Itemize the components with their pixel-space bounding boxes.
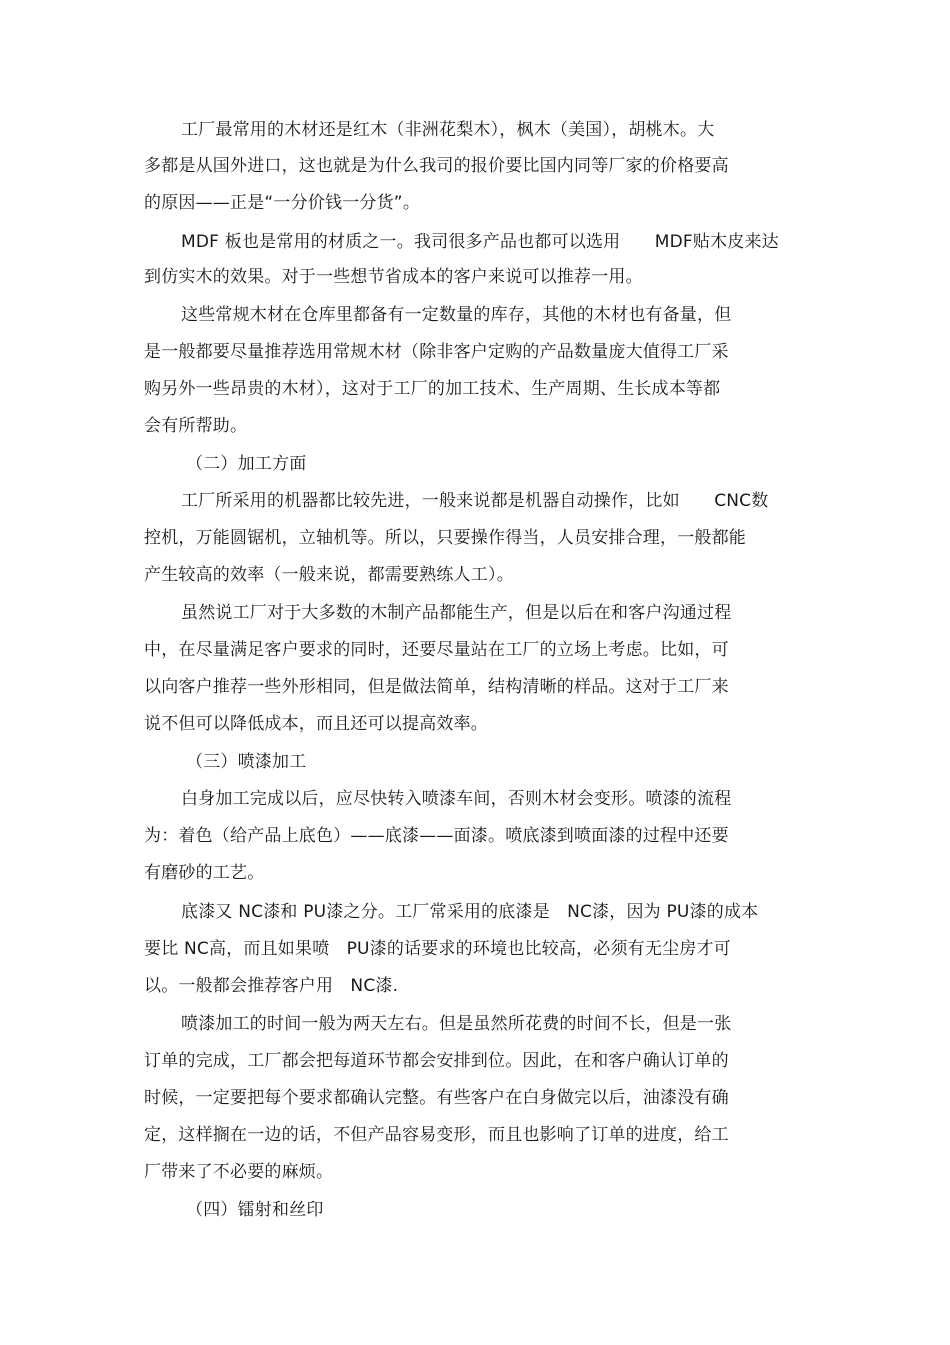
text-line-27: 时候，一定要把每个要求都确认完整。有些客户在白身做完以后，油漆没有确 [144, 1088, 729, 1108]
section-heading-2: （二）加工方面 [186, 454, 307, 474]
text-line-2: 多都是从国外进口，这也就是为什么我司的报价要比国内同等厂家的价格要高 [144, 156, 729, 176]
text-line-13: 产生较高的效率（一般来说，都需要熟练人工）。 [144, 565, 514, 585]
text-line-16: 以向客户推荐一些外形相同，但是做法简单，结构清晰的样品。这对于工厂来 [144, 677, 729, 697]
text-line-29: 厂带来了不必要的麻烦。 [144, 1162, 334, 1182]
text-line-1: 工厂最常用的木材还是红木（非洲花梨木），枫木（美国），胡桃木。大 [181, 120, 715, 140]
text-line-19: 白身加工完成以后，应尽快转入喷漆车间，否则木材会变形。喷漆的流程 [181, 789, 732, 809]
text-line-15: 中，在尽量满足客户要求的同时，还要尽量站在工厂的立场上考虑。比如，可 [144, 640, 729, 660]
text-line-23: 要比 NC高，而且如果喷 PU漆的话要求的环境也比较高，必须有无尘房才可 [144, 939, 731, 959]
text-line-14: 虽然说工厂对于大多数的木制产品都能生产，但是以后在和客户沟通过程 [181, 603, 732, 623]
text-line-22: 底漆又 NC漆和 PU漆之分。工厂常采用的底漆是 NC漆，因为 PU漆的成本 [181, 902, 759, 922]
text-line-8: 购另外一些昂贵的木材），这对于工厂的加工技术、生产周期、生长成本等都 [144, 379, 721, 399]
text-line-9: 会有所帮助。 [144, 416, 248, 436]
text-line-28: 定，这样搁在一边的话，不但产品容易变形，而且也影响了订单的进度，给工 [144, 1125, 729, 1145]
text-line-25: 喷漆加工的时间一般为两天左右。但是虽然所花费的时间不长，但是一张 [181, 1014, 732, 1034]
text-line-6: 这些常规木材在仓库里都备有一定数量的库存，其他的木材也有备量，但 [181, 305, 732, 325]
text-line-26: 订单的完成，工厂都会把每道环节都会安排到位。因此，在和客户确认订单的 [144, 1051, 729, 1071]
text-line-3: 的原因——正是“一分价钱一分货”。 [144, 193, 421, 213]
text-line-12: 控机，万能圆锯机，立轴机等。所以，只要操作得当，人员安排合理，一般都能 [144, 528, 746, 548]
text-line-24: 以。一般都会推荐客户用 NC漆. [144, 976, 399, 996]
text-line-4: MDF 板也是常用的材质之一。我司很多产品也都可以选用 MDF贴木皮来达 [181, 232, 779, 252]
text-line-20: 为：着色（给产品上底色）——底漆——面漆。喷底漆到喷面漆的过程中还要 [144, 826, 729, 846]
text-line-21: 有磨砂的工艺。 [144, 863, 265, 883]
text-line-17: 说不但可以降低成本，而且还可以提高效率。 [144, 714, 488, 734]
text-line-11: 工厂所采用的机器都比较先进，一般来说都是机器自动操作，比如 CNC数 [181, 491, 769, 511]
section-heading-3: （三）喷漆加工 [186, 752, 307, 772]
text-line-7: 是一般都要尽量推荐选用常规木材（除非客户定购的产品数量庞大值得工厂采 [144, 342, 729, 362]
section-heading-4: （四）镭射和丝印 [186, 1200, 324, 1220]
text-line-5: 到仿实木的效果。对于一些想节省成本的客户来说可以推荐一用。 [144, 267, 643, 287]
